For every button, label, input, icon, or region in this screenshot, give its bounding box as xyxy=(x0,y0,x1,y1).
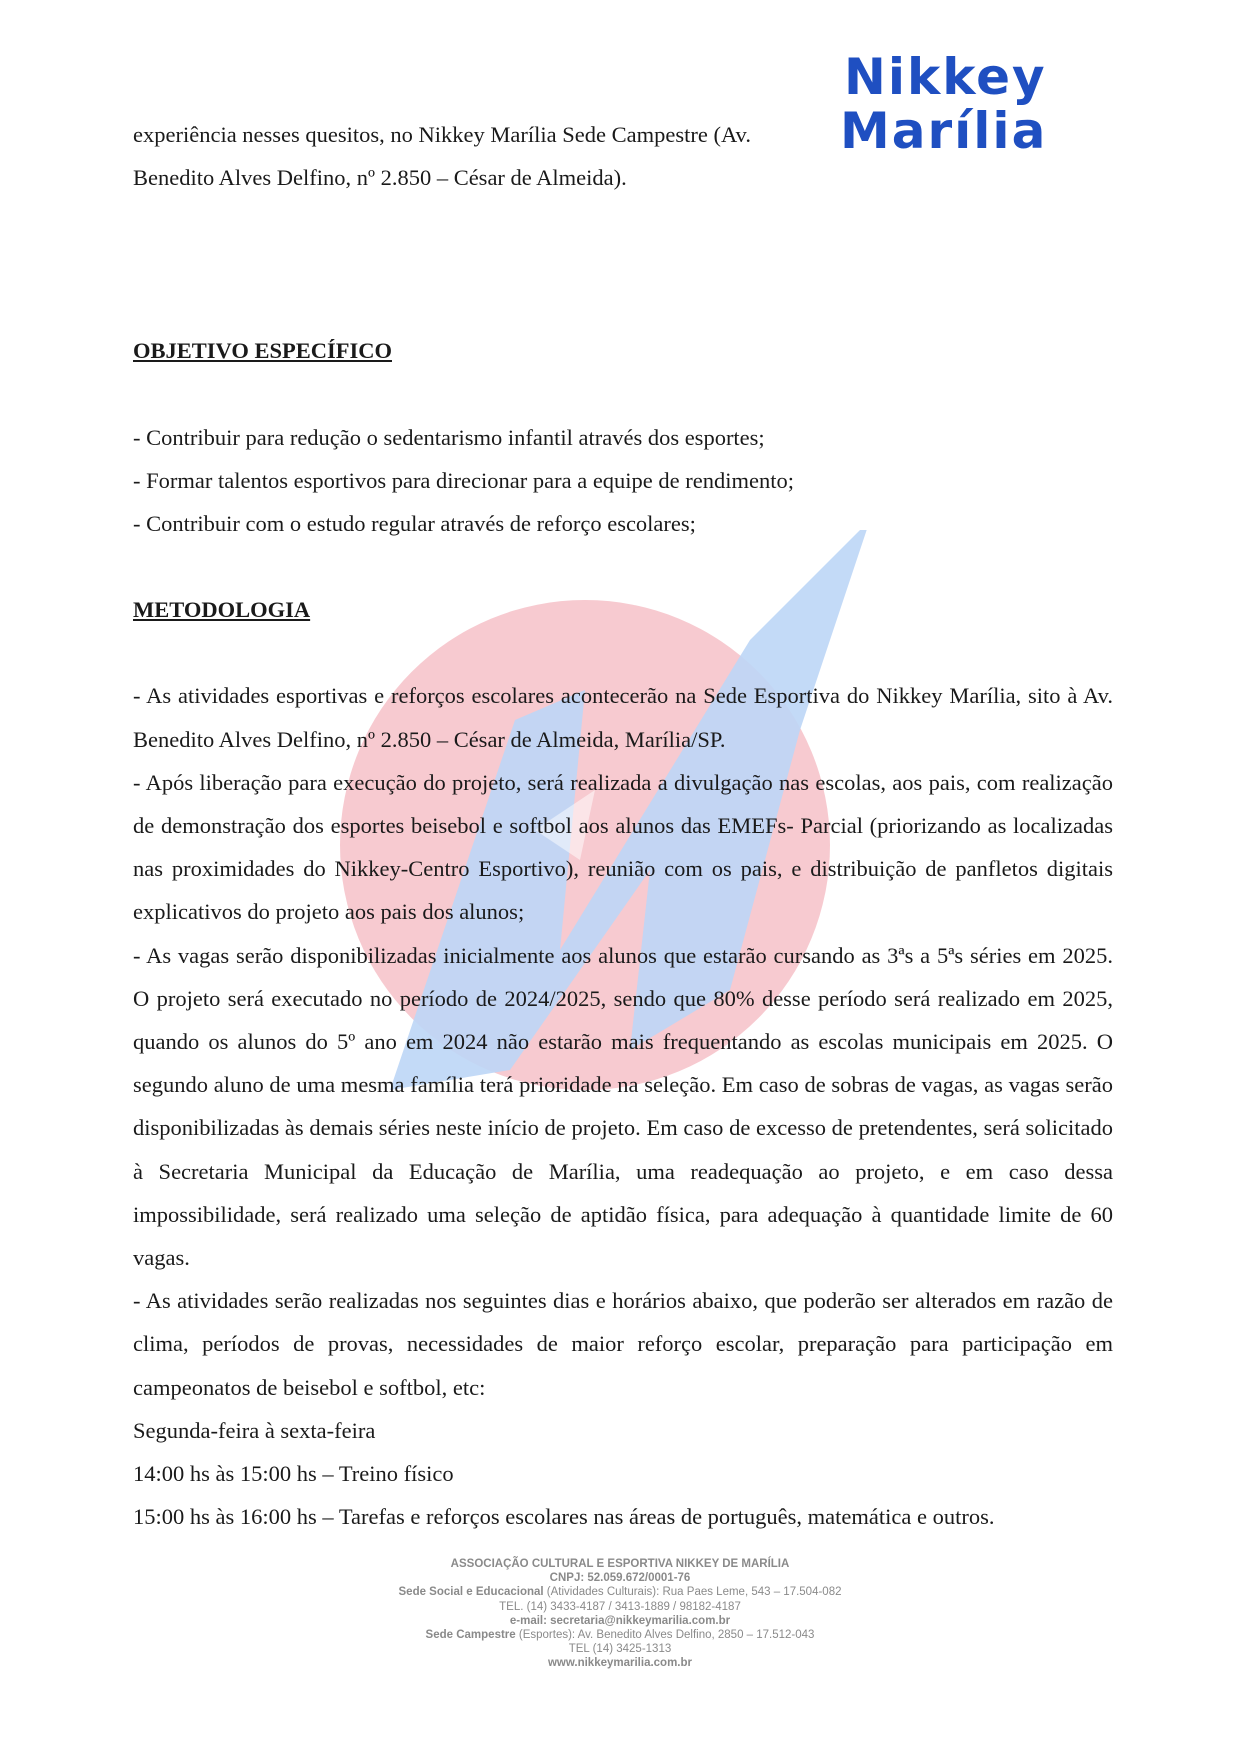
intro-line-2: Benedito Alves Delfino, nº 2.850 – César de Almeida). xyxy=(133,165,627,191)
schedule-slot-1: 14:00 hs às 15:00 hs – Treino físico xyxy=(133,1461,454,1487)
footer-cnpj: CNPJ: 52.059.672/0001-76 xyxy=(549,1572,691,1585)
footer-tel-2: TEL (14) 3425-1313 xyxy=(568,1643,672,1656)
footer-org: ASSOCIAÇÃO CULTURAL E ESPORTIVA NIKKEY DE MARÍLIA xyxy=(450,1558,790,1570)
metodologia-paragraph-3: - As vagas serão disponibilizadas inicialmente aos alunos que estarão cursando as 3ªs a 5ªs séries em 2025. O projeto será executado no período de 2024/2025, sendo que 80% desse período será realizado em 2025, quando os alunos do 5º ano em 2024 não estarão mais frequentando as escolas municipais em 2025. O segundo aluno de uma mesma família terá prioridade na seleção. Em caso de sobras de vagas, as vagas serão disponibilizadas às demais séries neste início de projeto. Em caso de excesso de pretendentes, será solicitado à Secretaria Municipal da Educação de Marília, uma readequação ao projeto, e em caso dessa impossibilidade, será realizado uma seleção de aptidão física, para adequação à quantidade limite de 60 vagas. xyxy=(133,942,1113,1271)
footer-email: e-mail: secretaria@nikkeymarilia.com.br xyxy=(509,1614,731,1627)
footer-sede-social-label: Sede Social e Educacional xyxy=(398,1586,544,1599)
metodologia-paragraph-2: - Após liberação para execução do projeto, será realizada a divulgação nas escolas, aos pais, com realização de demonstração dos esportes beisebol e softbol aos alunos das EMEFs- Parcial (priorizando as localizadas nas proximidades do Nikkey-Centro Esportivo), reunião com os pais, e distribuição de panfletos digitais explicativos do projeto aos pais dos alunos; xyxy=(133,769,1113,925)
footer-sede-campestre xyxy=(300,1628,940,1642)
footer-tel-1: TEL. (14) 3433-4187 / 3413-1889 / 98182-4187 xyxy=(499,1600,741,1613)
objetivo-item-2: - Formar talentos esportivos para direcionar para a equipe de rendimento; xyxy=(133,467,795,493)
metodologia-paragraph-1: - As atividades esportivas e reforços escolares acontecerão na Sede Esportiva do Nikkey Marília, sito à Av. Benedito Alves Delfino, nº 2.850 – César de Almeida, Marília/SP. xyxy=(133,683,1113,752)
footer-website: www.nikkeymarilia.com.br xyxy=(547,1657,693,1670)
objetivo-heading: OBJETIVO ESPECÍFICO xyxy=(133,338,392,364)
metodologia-section xyxy=(133,674,1113,1538)
schedule-slot-2: 15:00 hs às 16:00 hs – Tarefas e reforços escolares nas áreas de português, matemática e outros. xyxy=(133,1504,995,1530)
objetivo-item-3: - Contribuir com o estudo regular através de reforço escolares; xyxy=(133,511,696,537)
footer-sede-campestre-text: (Esportes): Av. Benedito Alves Delfino, 2850 – 17.512-043 xyxy=(518,1629,815,1642)
footer-sede-social xyxy=(300,1585,940,1599)
document-body xyxy=(133,113,1113,1538)
objetivo-list xyxy=(133,416,1113,546)
logo-line-2: Marília xyxy=(840,102,1048,160)
intro-line-1: experiência nesses quesitos, no Nikkey Marília Sede Campestre (Av. xyxy=(133,122,751,147)
footer-sede-campestre-label: Sede Campestre xyxy=(425,1629,516,1642)
footer xyxy=(300,1557,940,1671)
metodologia-paragraph-4: - As atividades serão realizadas nos seguintes dias e horários abaixo, que poderão ser alterados em razão de clima, períodos de provas, necessidades de maior reforço escolar, preparação para participação em campeonatos de beisebol e softbol, etc: xyxy=(133,1288,1113,1400)
footer-sede-social-text: (Atividades Culturais): Rua Paes Leme, 543 – 17.504-082 xyxy=(546,1586,842,1599)
schedule-days: Segunda-feira à sexta-feira xyxy=(133,1417,376,1443)
objetivo-item-1: - Contribuir para redução o sedentarismo infantil através dos esportes; xyxy=(133,424,765,450)
intro-section xyxy=(133,113,1113,199)
metodologia-heading: METODOLOGIA xyxy=(133,597,311,623)
logo-line-1: Nikkey xyxy=(844,48,1047,106)
